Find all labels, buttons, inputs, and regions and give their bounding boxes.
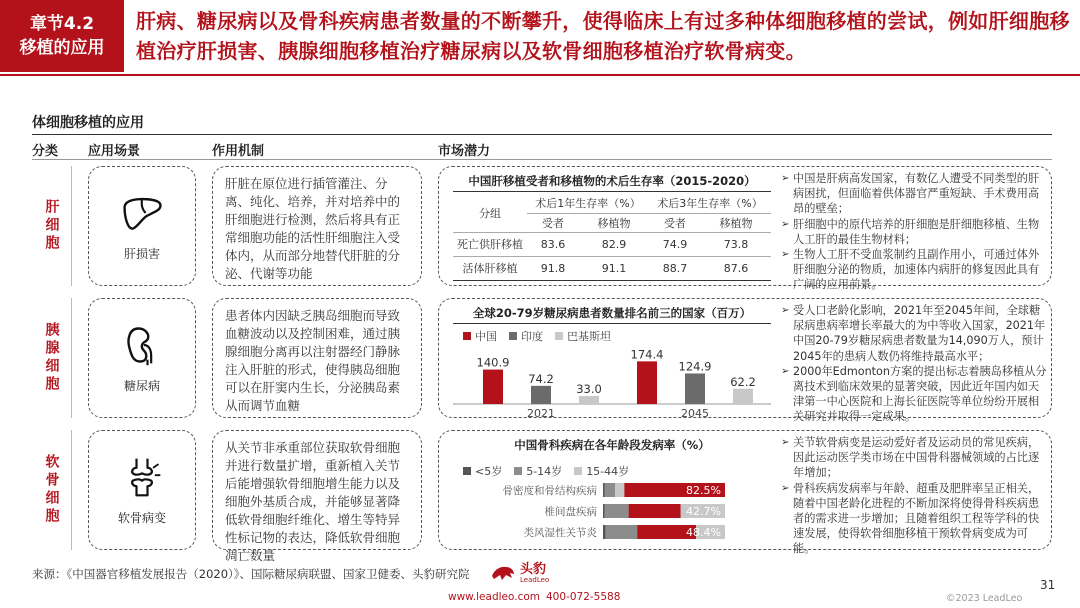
market-card-orthopedic: [438, 430, 1052, 556]
category-label: 胰腺细胞: [43, 322, 60, 394]
x-tick-label: 2045: [681, 407, 709, 420]
table-subheader: 受者: [649, 213, 701, 232]
table-cell: 82.9: [579, 232, 649, 256]
table-header-period: 术后3年生存率（%）: [649, 194, 771, 213]
legend-label: 中国: [475, 330, 497, 343]
legend-swatch: [574, 467, 582, 475]
y-tick-label: 骨密度和骨结构疾病: [502, 485, 597, 497]
scene-label: 糖尿病: [123, 378, 160, 393]
legend-swatch: [509, 332, 517, 340]
mechanism-card-liver: [212, 166, 422, 286]
header-divider: [0, 74, 1080, 76]
legend-swatch: [463, 332, 471, 340]
chapter-badge: [0, 0, 124, 72]
legend-label: 印度: [521, 330, 543, 343]
data-label: 48.4%: [686, 526, 721, 539]
data-label: 124.9: [678, 359, 712, 374]
data-label: 42.7%: [686, 505, 721, 518]
data-label: 33.0: [576, 381, 602, 396]
diabetes-chart-legend: [453, 328, 771, 344]
liver-table-title: 中国肝移植受者和移植物的术后生存率（2015-2020）: [453, 173, 771, 192]
orthopedic-chart-legend: [453, 463, 771, 479]
diabetes-chart-panel: [453, 305, 771, 420]
category-liver-cell: [32, 166, 72, 286]
phone-number: 400-072-5588: [546, 591, 621, 603]
legend-label: <5岁: [475, 465, 503, 478]
bar-segment-15-44岁: [629, 504, 681, 518]
bone-joint-icon: [120, 455, 164, 499]
page-title: 肝病、糖尿病以及骨科疾病患者数量的不断攀升，使得临床上有过多种体细胞移植的尝试，例如肝细胞移植治疗肝损害、胰腺细胞移植治疗糖尿病以及软骨细胞移植治疗软骨病变。: [136, 9, 1070, 63]
bullet-item: ➢ 生物人工肝不受血浆制约且副作用小，可通过体外肝细胞分泌的物质，加速体内病肝的修复因此具有广阔的应用前景。: [781, 247, 1047, 293]
legend-swatch: [555, 332, 563, 340]
bullet-item: ➢ 受人口老龄化影响，2021年至2045年间，全球糖尿病患病率增长率最大的为中等收入国家，2021年中国20-79岁糖尿病患者数量为14,090万人，预计2045年的患病人数仍将维持最高水平；: [781, 303, 1047, 364]
brand-text: [520, 563, 549, 584]
mechanism-card-cartilage: [212, 430, 422, 563]
table-cell: 87.6: [701, 256, 771, 280]
orthopedic-chart-panel: [453, 437, 771, 545]
y-tick-label: 类风湿性关节炎: [523, 527, 597, 539]
brand-name: 头豹: [520, 561, 547, 577]
diabetes-chart-title: 全球20-79岁糖尿病患者数量排名前三的国家（百万）: [453, 305, 771, 324]
column-header-market: 市场潜力: [438, 144, 491, 159]
chapter-name: 移植的应用: [19, 38, 105, 58]
table-cell: 74.9: [649, 232, 701, 256]
legend-swatch: [463, 467, 471, 475]
bullet-item: ➢ 2000年Edmonton方案的提出标志着胰岛移植从分离技术到临床效果的显著突破，因此近年国内如天津第一中心医院和上海长征医院等单位纷纷开展相关研究并取得一定成果。: [781, 364, 1047, 425]
category-label: 软骨细胞: [43, 454, 60, 526]
source-note: 来源：《中国器官移植发展报告（2020）》、国际糖尿病联盟、国家卫健委、头豹研究院: [32, 567, 470, 581]
table-header-period: 术后1年生存率（%）: [527, 194, 649, 213]
website-link[interactable]: www.leadleo.com: [448, 591, 540, 603]
bar-segment-<5岁: [603, 525, 605, 539]
orthopedic-stacked-bar-chart: [453, 479, 771, 547]
bar-segment-<5岁: [603, 483, 605, 497]
data-label: 174.4: [630, 347, 664, 362]
mechanism-text: 患者体内因缺乏胰岛细胞而导致血糖波动以及控制困难，通过胰腺细胞分离再以注射器经门静脉注入肝脏的形式，使得胰岛细胞可以在肝窦内生长，分泌胰岛素从而调节血糖: [225, 308, 401, 413]
legend-label: 巴基斯坦: [567, 330, 611, 343]
table-row: [453, 232, 771, 256]
liver-icon: [120, 191, 164, 235]
table-cell: 91.1: [579, 256, 649, 280]
legend-swatch: [514, 467, 522, 475]
diabetes-market-bullets: [781, 303, 1047, 425]
scene-label: 软骨病变: [117, 510, 166, 525]
page-number: 31: [1040, 578, 1056, 592]
kidney-icon: [120, 323, 164, 367]
table-subheader: 移植物: [579, 213, 649, 232]
diabetes-bar-chart: [453, 344, 771, 420]
bar-2021-印度: [531, 386, 551, 404]
chapter-number: 章节4.2: [29, 14, 95, 34]
table-row-label: 死亡供肝移植: [453, 232, 527, 256]
data-label: 62.2: [730, 374, 756, 389]
bar-2021-巴基斯坦: [579, 396, 599, 404]
legend-item: [514, 463, 562, 479]
y-tick-label: 椎间盘疾病: [544, 506, 597, 518]
legend-item: [509, 328, 543, 344]
mechanism-text: 肝脏在原位进行插管灌注、分离、纯化、培养，并对培养中的肝细胞进行检测，然后将具有正常细胞功能的活性肝细胞注入受体内，从而部分地替代肝脏的分泌、代谢等功能: [225, 176, 401, 281]
bar-segment-5-14岁: [605, 483, 615, 497]
bar-segment-other: [615, 483, 624, 497]
bar-2045-巴基斯坦: [733, 389, 753, 404]
mechanism-text: 从关节非承重部位获取软骨细胞并进行数量扩增，重新植入关节后能增强软骨细胞增生能力以及细胞外基质合成，并能够显著降低软骨细胞纤维化、增生等特异性标记物的表达，降低软骨细胞凋亡数量: [225, 440, 401, 563]
bar-segment-5-14岁: [605, 525, 637, 539]
leopard-logo-icon: [490, 562, 516, 584]
table-cell: 83.6: [527, 232, 579, 256]
table-header-group: 分组: [453, 194, 527, 232]
table-cell: 91.8: [527, 256, 579, 280]
orthopedic-chart-title: 中国骨科疾病在各年龄段发病率（%）: [514, 438, 710, 452]
table-cell: 73.8: [701, 232, 771, 256]
liver-survival-table-panel: [453, 173, 771, 281]
bar-segment-<5岁: [603, 504, 605, 518]
liver-survival-table: [453, 194, 771, 281]
column-header-category: 分类: [32, 144, 59, 159]
x-tick-label: 2021: [527, 407, 555, 420]
market-card-liver: [438, 166, 1052, 292]
category-cartilage-cell: [32, 430, 72, 550]
legend-item: [574, 463, 629, 479]
legend-item: [463, 463, 502, 479]
scene-card-cartilage: [88, 430, 196, 550]
table-cell: 88.7: [649, 256, 701, 280]
section-divider: [32, 134, 1052, 135]
bar-segment-5-14岁: [605, 504, 629, 518]
brand-logo: [490, 562, 549, 584]
data-label: 74.2: [528, 371, 554, 386]
table-row: [453, 256, 771, 280]
bar-2021-中国: [483, 370, 503, 404]
category-pancreas-cell: [32, 298, 72, 418]
copyright: ©2023 LeadLeo: [946, 593, 1023, 604]
bar-2045-印度: [685, 373, 705, 404]
scene-card-liver: [88, 166, 196, 286]
liver-market-bullets: [781, 171, 1047, 293]
data-label: 140.9: [476, 355, 510, 370]
data-label: 82.5%: [686, 484, 721, 497]
bullet-item: ➢ 关节软骨病变是运动爱好者及运动员的常见疾病，因此运动医学类市场在中国骨科器械领域的占比逐年增加；: [781, 435, 1047, 481]
column-header-divider: [32, 159, 1052, 160]
scene-card-diabetes: [88, 298, 196, 418]
section-title: 体细胞移植的应用: [32, 115, 144, 131]
scene-label: 肝损害: [123, 246, 160, 261]
column-header-scene: 应用场景: [88, 144, 141, 159]
table-row-label: 活体肝移植: [453, 256, 527, 280]
legend-label: 15-44岁: [586, 465, 630, 478]
bullet-item: ➢ 骨科疾病发病率与年龄、超重及肥胖率呈正相关，随着中国老龄化进程的不断加深将使得骨科疾病患者的需求进一步增加；且随着组织工程等学科的快速发展，使得软骨细胞移植干预软骨病变成为可能。: [781, 481, 1047, 557]
legend-item: [555, 328, 611, 344]
brand-subname: LeadLeo: [520, 575, 550, 584]
bar-2045-中国: [637, 361, 657, 404]
orthopedic-market-bullets: [781, 435, 1047, 557]
table-subheader: 移植物: [701, 213, 771, 232]
category-label: 肝细胞: [43, 199, 60, 253]
table-subheader: 受者: [527, 213, 579, 232]
legend-item: [463, 328, 497, 344]
legend-label: 5-14岁: [526, 465, 563, 478]
mechanism-card-pancreas: [212, 298, 422, 418]
column-header-mechanism: 作用机制: [212, 144, 265, 159]
bullet-item: ➢ 肝细胞中的原代培养的肝细胞是肝细胞移植、生物人工肝的最佳生物材料；: [781, 217, 1047, 247]
bullet-item: ➢ 中国是肝病高发国家，有数亿人遭受不同类型的肝病困扰，但面临着供体器官严重短缺、手术费用高昂的壁垒；: [781, 171, 1047, 217]
market-card-diabetes: [438, 298, 1052, 424]
